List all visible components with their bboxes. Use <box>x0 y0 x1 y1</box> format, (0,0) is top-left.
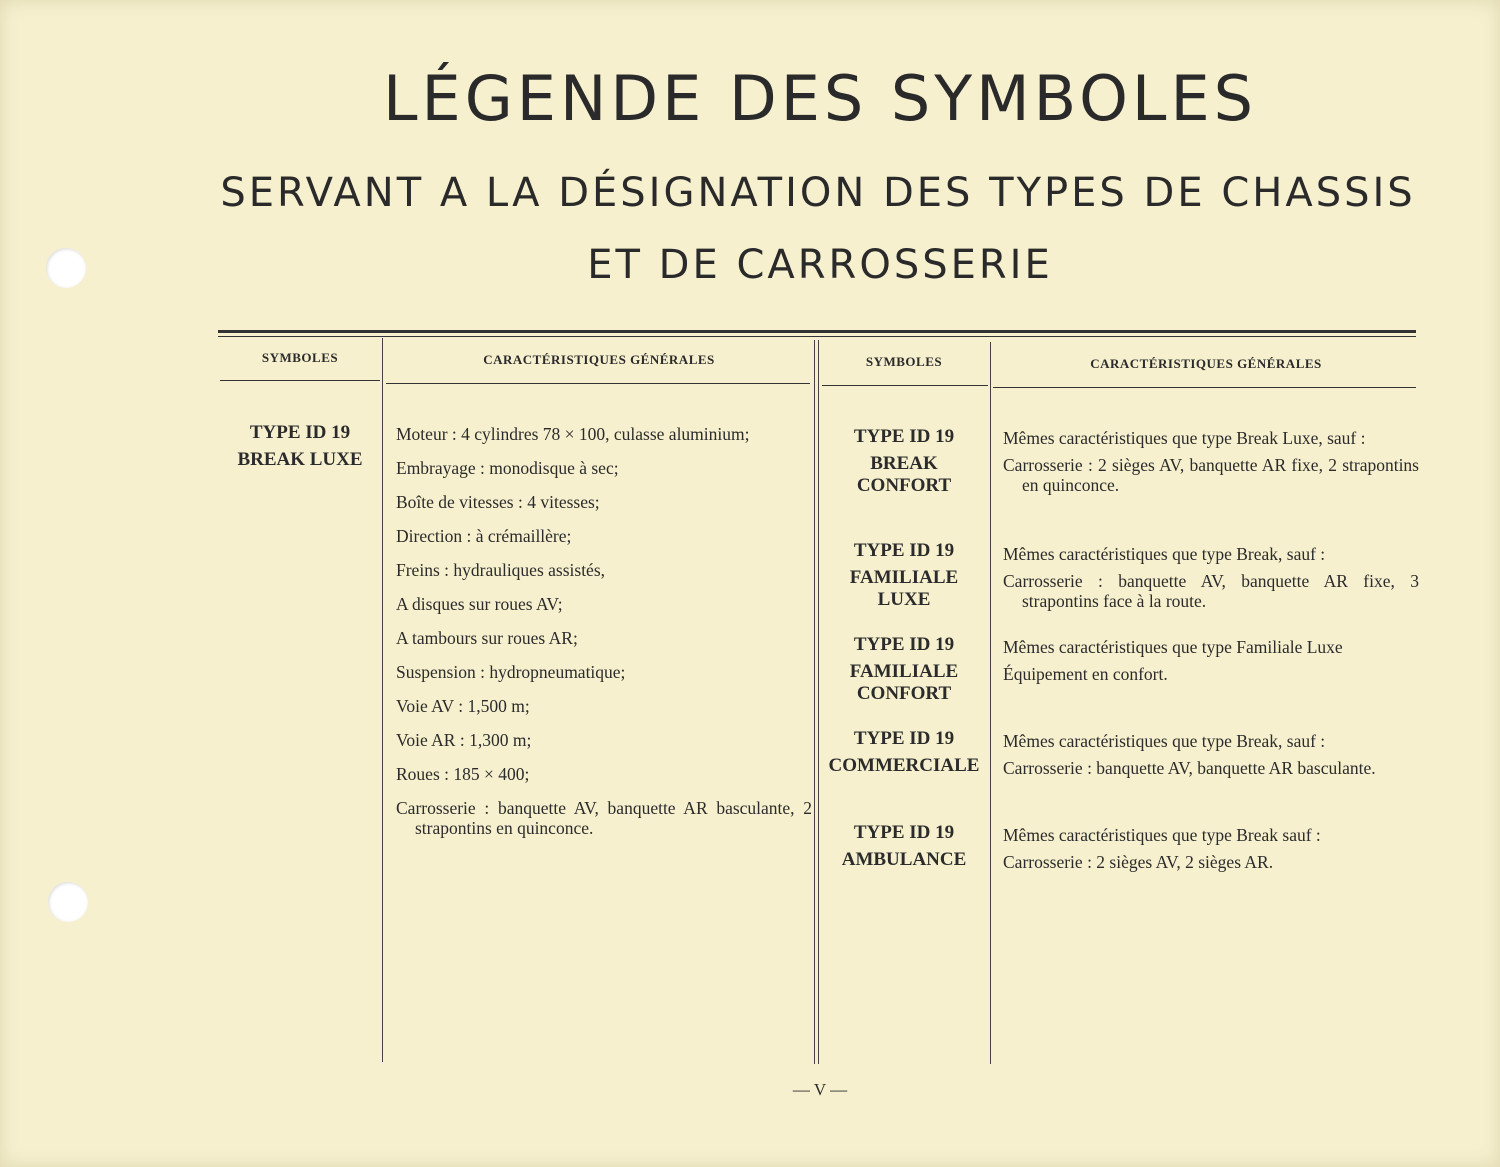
feature-item: Direction : à crémaillère; <box>396 526 572 546</box>
symbol-line: COMMERCIALE <box>828 755 980 776</box>
binder-hole-bottom <box>48 882 88 922</box>
features-break-luxe <box>396 424 812 852</box>
feature-item: Voie AR : 1,300 m; <box>396 730 532 750</box>
symbol-familiale-luxe <box>820 540 988 611</box>
symbol-line: TYPE ID 19 <box>853 634 955 655</box>
table-top-rule <box>218 330 1416 333</box>
symbol-ambulance <box>820 822 988 871</box>
header-symbols-right: SYMBOLES <box>865 354 943 369</box>
header-underline-3 <box>822 385 988 386</box>
desc-line: Mêmes caractéristiques que type Familiale Luxe <box>1003 637 1343 657</box>
desc-line: Carrosserie : 2 sièges AV, banquette AR fixe, 2 strapontins en quinconce. <box>1003 455 1419 495</box>
header-underline-4 <box>993 387 1416 388</box>
symbol-line: CONFORT <box>856 475 952 496</box>
symbol-break-confort <box>820 426 988 497</box>
desc-ambulance <box>1003 825 1419 879</box>
desc-break-confort <box>1003 428 1419 502</box>
symbol-line: TYPE ID 19 <box>249 422 351 443</box>
column-divider-2a <box>814 340 815 1064</box>
header-underline-2 <box>386 383 810 384</box>
column-divider-2b <box>818 340 819 1064</box>
desc-line: Mêmes caractéristiques que type Break sauf : <box>1003 825 1321 845</box>
feature-item: Freins : hydrauliques assistés, <box>396 560 606 580</box>
desc-line: Carrosserie : 2 sièges AV, 2 sièges AR. <box>1003 852 1274 872</box>
symbol-line: FAMILIALE <box>849 567 959 588</box>
symbol-line: BREAK <box>870 453 938 474</box>
symbol-break-luxe <box>220 422 380 471</box>
feature-item: A tambours sur roues AR; <box>396 628 578 648</box>
desc-line: Mêmes caractéristiques que type Break, sauf : <box>1003 731 1326 751</box>
symbol-line: TYPE ID 19 <box>853 540 955 561</box>
desc-line: Carrosserie : banquette AV, banquette AR basculante. <box>1003 758 1376 778</box>
feature-item: A disques sur roues AV; <box>396 594 563 614</box>
symbol-line: BREAK LUXE <box>237 449 363 470</box>
page-subtitle-line2: ET DE CARROSSERIE <box>587 242 1053 288</box>
desc-familiale-confort <box>1003 637 1419 691</box>
feature-item: Boîte de vitesses : 4 vitesses; <box>396 492 600 512</box>
symbol-line: CONFORT <box>856 683 952 704</box>
column-divider-3 <box>990 342 991 1064</box>
feature-item: Suspension : hydropneumatique; <box>396 662 626 682</box>
column-divider-1 <box>382 338 383 1062</box>
desc-commerciale <box>1003 731 1419 785</box>
symbol-line: LUXE <box>877 589 931 610</box>
symbol-line: TYPE ID 19 <box>853 822 955 843</box>
symbol-line: AMBULANCE <box>841 849 967 870</box>
page-title: LÉGENDE DES SYMBOLES <box>383 62 1257 135</box>
symbol-familiale-confort <box>820 634 988 705</box>
feature-item: Carrosserie : banquette AV, banquette AR basculante, 2 strapontins en quinconce. <box>396 798 812 838</box>
header-symbols-left: SYMBOLES <box>261 350 339 365</box>
desc-familiale-luxe <box>1003 544 1419 618</box>
symbol-line: TYPE ID 19 <box>853 426 955 447</box>
header-underline-1 <box>220 380 380 381</box>
desc-line: Mêmes caractéristiques que type Break Luxe, sauf : <box>1003 428 1366 448</box>
symbol-commerciale <box>820 728 988 777</box>
symbol-line: TYPE ID 19 <box>853 728 955 749</box>
symbol-line: FAMILIALE <box>849 661 959 682</box>
feature-item: Voie AV : 1,500 m; <box>396 696 530 716</box>
header-characteristics-right: CARACTÉRISTIQUES GÉNÉRALES <box>1090 356 1322 371</box>
feature-item: Roues : 185 × 400; <box>396 764 530 784</box>
feature-item: Embrayage : monodisque à sec; <box>396 458 619 478</box>
header-characteristics-left: CARACTÉRISTIQUES GÉNÉRALES <box>483 352 715 367</box>
page-subtitle-line1: SERVANT A LA DÉSIGNATION DES TYPES DE CHASSIS <box>220 170 1416 216</box>
desc-line: Mêmes caractéristiques que type Break, sauf : <box>1003 544 1326 564</box>
desc-line: Équipement en confort. <box>1003 664 1168 684</box>
feature-item: Moteur : 4 cylindres 78 × 100, culasse aluminium; <box>396 424 750 444</box>
table-top-rule-thin <box>218 336 1416 337</box>
page-number: — V — <box>792 1080 848 1099</box>
desc-line: Carrosserie : banquette AV, banquette AR fixe, 3 strapontins face à la route. <box>1003 571 1419 611</box>
